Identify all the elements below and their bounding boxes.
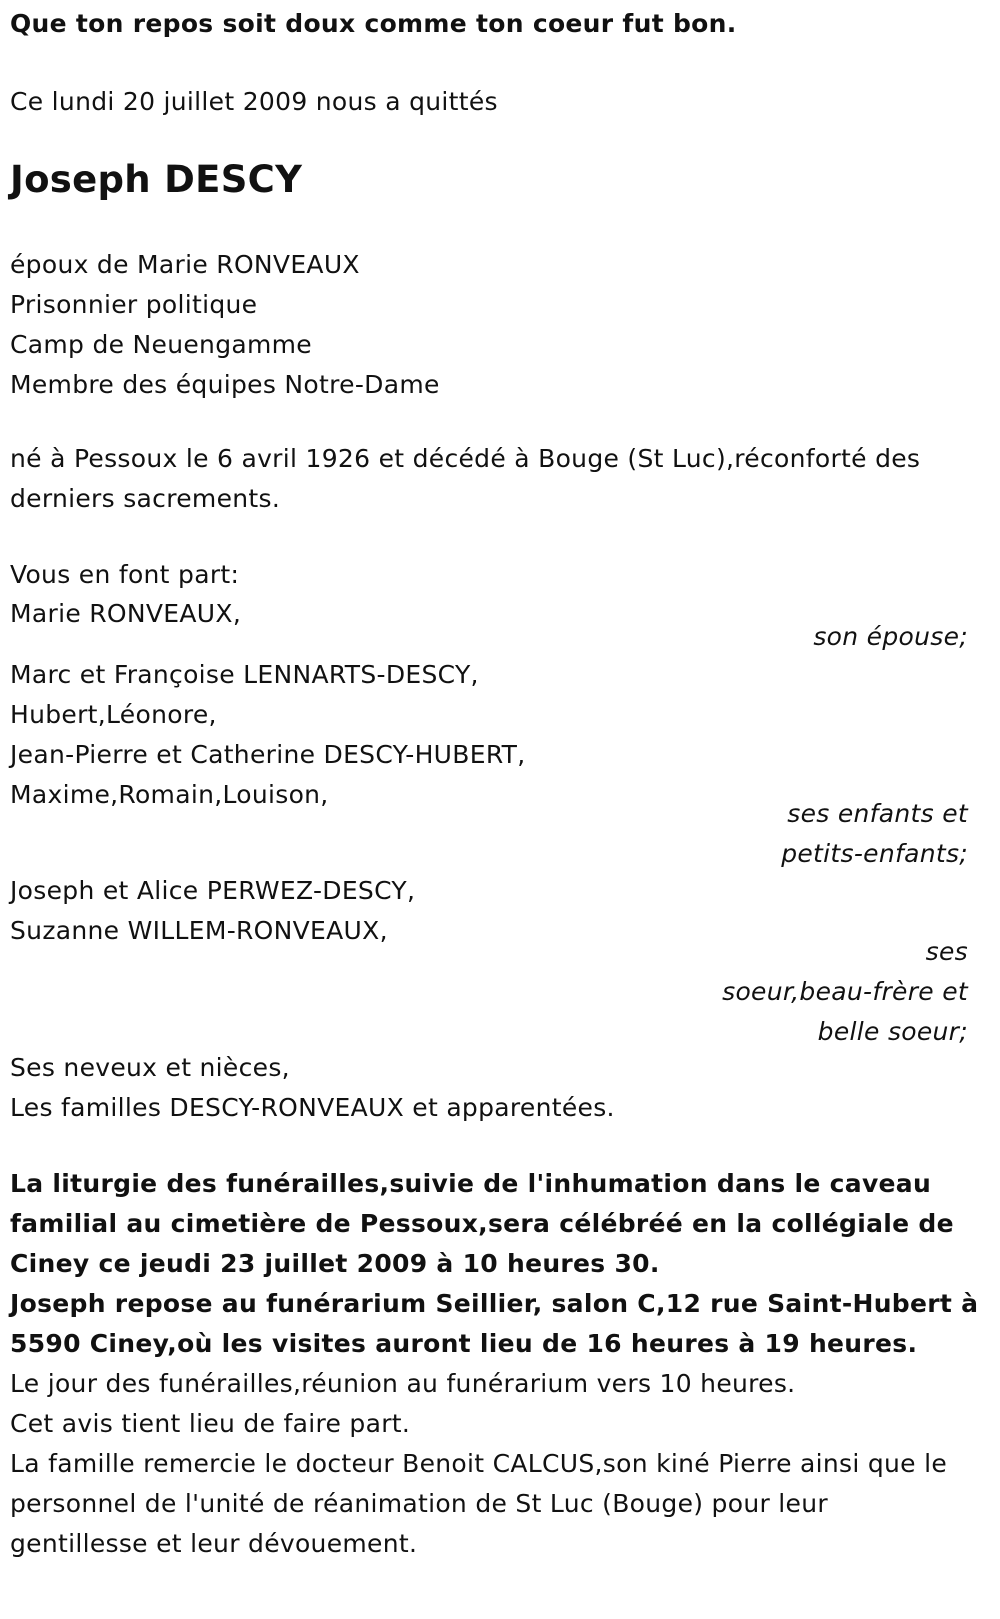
notice-line: Cet avis tient lieu de faire part. bbox=[10, 1409, 411, 1438]
siblings-relation-line: ses bbox=[925, 937, 968, 966]
spouse-relation-block bbox=[10, 617, 970, 657]
siblings-relation-line: soeur,beau-frère et bbox=[722, 977, 968, 1006]
birth-death-block bbox=[10, 439, 920, 519]
birth-death-line: derniers sacrements. bbox=[10, 484, 281, 513]
child-line: Jean-Pierre et Catherine DESCY-HUBERT, bbox=[10, 740, 526, 769]
siblings-relation-line: belle soeur; bbox=[817, 1017, 968, 1046]
children-relation-line: petits-enfants; bbox=[781, 839, 968, 868]
thanks-line: La famille remercie le docteur Benoit CALCUS,son kiné Pierre ainsi que le bbox=[10, 1449, 948, 1478]
sibling-line: Suzanne WILLEM-RONVEAUX, bbox=[10, 916, 388, 945]
funeral-info-block bbox=[10, 1164, 978, 1564]
thanks-line: gentillesse et leur dévouement. bbox=[10, 1529, 418, 1558]
others-line: Ses neveux et nièces, bbox=[10, 1053, 290, 1082]
meeting-line: Le jour des funérailles,réunion au funérarium vers 10 heures. bbox=[10, 1369, 796, 1398]
title-line: Camp de Neuengamme bbox=[10, 330, 312, 359]
titles-block bbox=[10, 245, 440, 405]
sibling-line: Joseph et Alice PERWEZ-DESCY, bbox=[10, 876, 416, 905]
others-block bbox=[10, 1048, 615, 1128]
others-line: Les familles DESCY-RONVEAUX et apparentées. bbox=[10, 1093, 615, 1122]
epitaph: Que ton repos soit doux comme ton coeur fut bon. bbox=[10, 9, 737, 38]
children-relation-block bbox=[10, 794, 970, 874]
liturgy-line: familial au cimetière de Pessoux,sera célébréé en la collégiale de bbox=[10, 1209, 954, 1238]
repose-line: 5590 Ciney,où les visites auront lieu de 16 heures à 19 heures. bbox=[10, 1329, 918, 1358]
child-line: Marc et Françoise LENNARTS-DESCY, bbox=[10, 660, 479, 689]
spouse-name: Marie RONVEAUX, bbox=[10, 599, 242, 628]
title-line: Membre des équipes Notre-Dame bbox=[10, 370, 440, 399]
title-line: Prisonnier politique bbox=[10, 290, 258, 319]
children-relation-line: ses enfants et bbox=[787, 799, 968, 828]
announce-intro: Vous en font part: bbox=[10, 560, 240, 589]
spouse-relation: son épouse; bbox=[813, 622, 968, 651]
title-line: époux de Marie RONVEAUX bbox=[10, 250, 360, 279]
thanks-line: personnel de l'unité de réanimation de St Luc (Bouge) pour leur bbox=[10, 1489, 828, 1518]
siblings-relation-block bbox=[10, 932, 970, 1052]
repose-line: Joseph repose au funérarium Seillier, salon C,12 rue Saint-Hubert à bbox=[10, 1289, 979, 1318]
child-line: Hubert,Léonore, bbox=[10, 700, 217, 729]
liturgy-line: Ciney ce jeudi 23 juillet 2009 à 10 heures 30. bbox=[10, 1249, 660, 1278]
birth-death-line: né à Pessoux le 6 avril 1926 et décédé à Bouge (St Luc),réconforté des bbox=[10, 444, 921, 473]
child-line: Maxime,Romain,Louison, bbox=[10, 780, 329, 809]
date-line: Ce lundi 20 juillet 2009 nous a quittés bbox=[10, 87, 498, 116]
deceased-name: Joseph DESCY bbox=[10, 158, 303, 201]
children-block bbox=[10, 655, 526, 815]
liturgy-line: La liturgie des funérailles,suivie de l'inhumation dans le caveau bbox=[10, 1169, 932, 1198]
